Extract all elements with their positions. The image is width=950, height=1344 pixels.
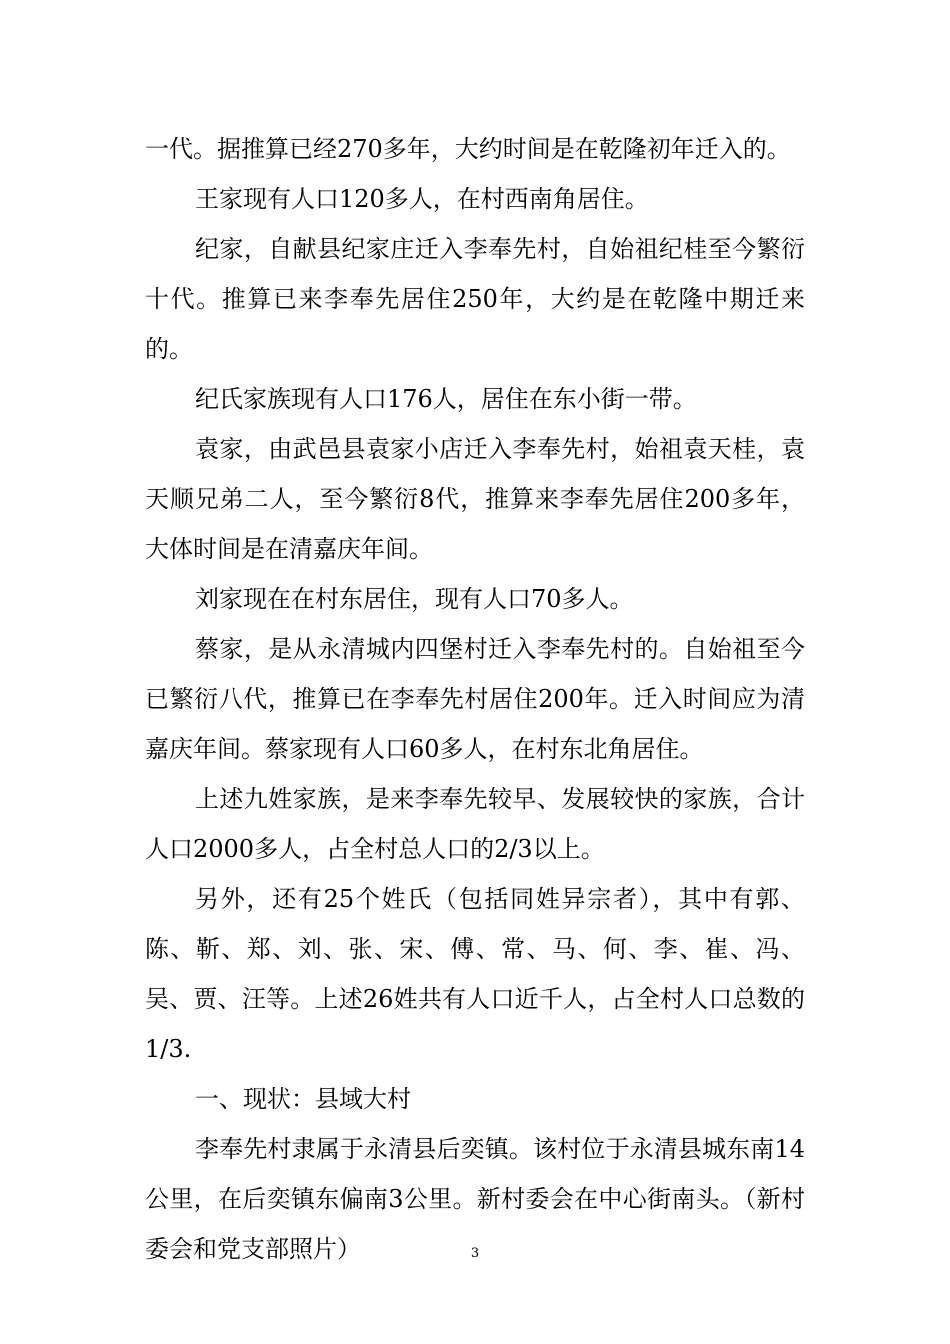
paragraph: 刘家现在在村东居住，现有人口70多人。 — [195, 585, 634, 613]
paragraph: 一代。据推算已经270多年，大约时间是在乾隆初年迁入的。 — [145, 135, 791, 163]
paragraph: 另外，还有25个姓氏（包括同姓异宗者），其中有郭、陈、靳、郑、刘、张、宋、傅、常、马、何、李、崔、冯、吴、贾、汪等。上述26姓共有人口近千人，占全村人口总数的1/3. — [145, 885, 805, 1063]
body-text — [145, 124, 805, 1274]
paragraph: 蔡家，是从永清城内四堡村迁入李奉先村的。自始祖至今已繁衍八代，推算已在李奉先村居住200年。迁入时间应为清嘉庆年间。蔡家现有人口60多人，在村东北角居住。 — [145, 635, 805, 763]
paragraph: 纪氏家族现有人口176人，居住在东小街一带。 — [195, 385, 697, 413]
page-number: 3 — [470, 1246, 480, 1261]
paragraph: 袁家，由武邑县袁家小店迁入李奉先村，始祖袁天桂，袁天顺兄弟二人，至今繁衍8代，推算来李奉先居住200多年，大体时间是在清嘉庆年间。 — [145, 435, 805, 563]
section-heading: 一、现状：县域大村 — [195, 1085, 411, 1113]
paragraph: 王家现有人口120多人，在村西南角居住。 — [195, 185, 649, 213]
paragraph: 李奉先村隶属于永清县后奕镇。该村位于永清县城东南14公里，在后奕镇东偏南3公里。新村委会在中心街南头。（新村委会和党支部照片） — [145, 1135, 805, 1263]
paragraph: 纪家，自献县纪家庄迁入李奉先村，自始祖纪桂至今繁衍十代。推算已来李奉先居住250年，大约是在乾隆中期迁来的。 — [145, 235, 805, 363]
paragraph: 上述九姓家族，是来李奉先较早、发展较快的家族，合计人口2000多人，占全村总人口的2/3以上。 — [145, 785, 805, 863]
